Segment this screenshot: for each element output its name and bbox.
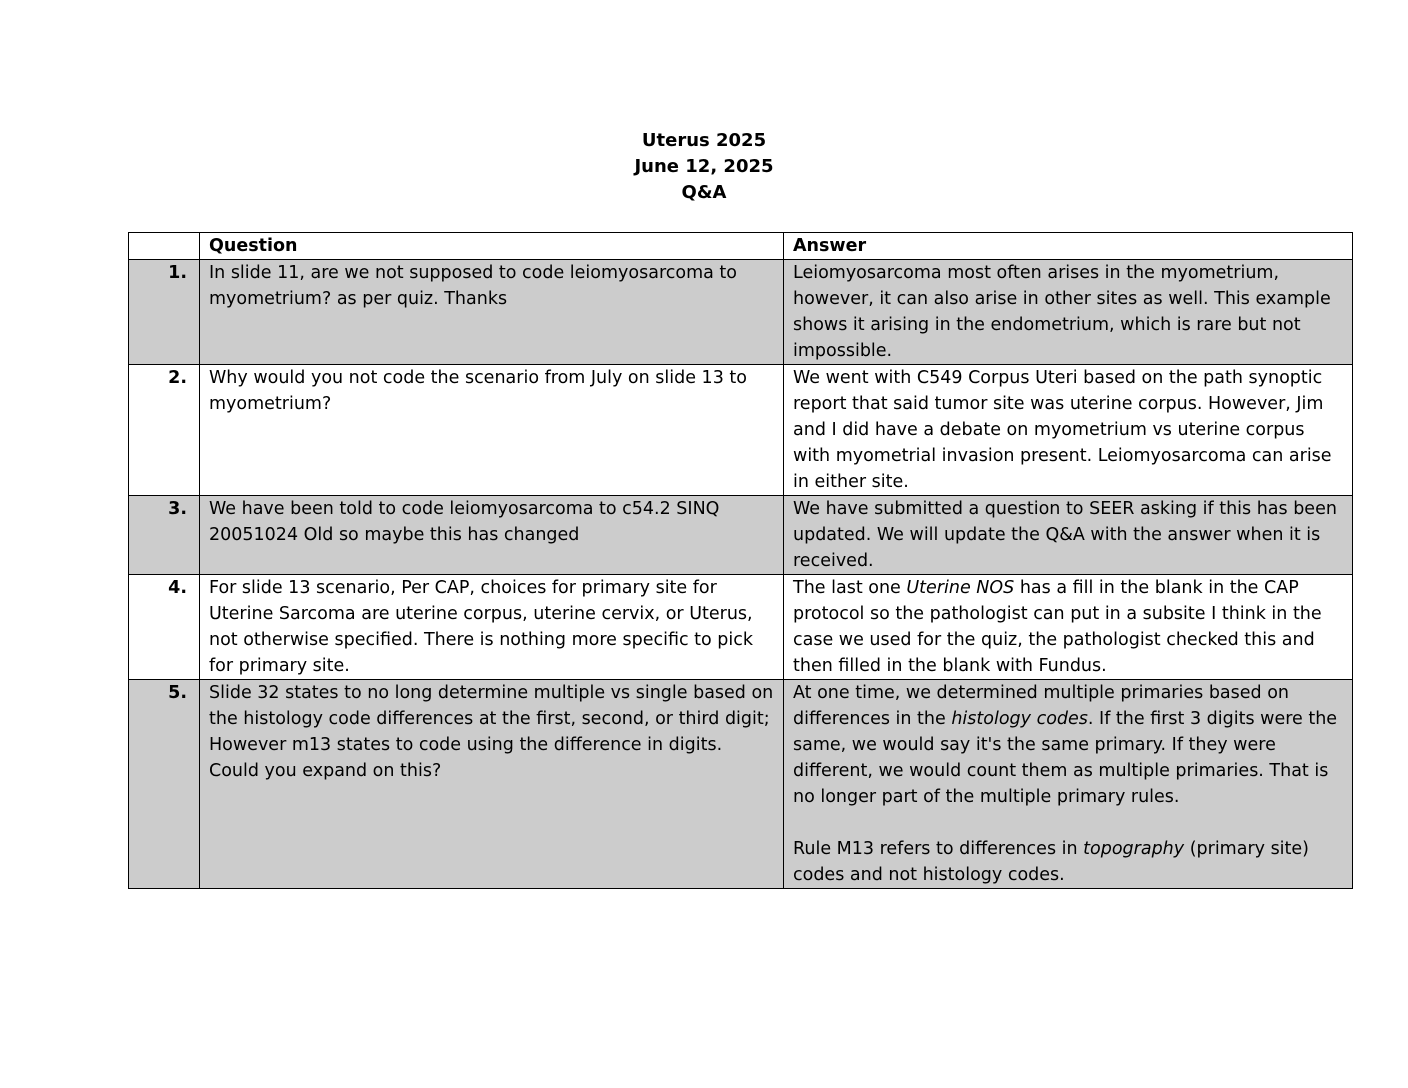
answer-paragraph — [793, 680, 1343, 810]
row-number: 1. — [129, 260, 200, 365]
table-row — [129, 260, 1353, 365]
answer-text: The last one — [793, 578, 907, 598]
question-cell: In slide 11, are we not supposed to code leiomyosarcoma to myometrium? as per quiz. Thanks — [200, 260, 784, 365]
table-row — [129, 496, 1353, 575]
answer-cell: Leiomyosarcoma most often arises in the myometrium, however, it can also arise in other sites as well. This example shows it arising in the endometrium, which is rare but not impossible. — [784, 260, 1353, 365]
answer-cell: We went with C549 Corpus Uteri based on the path synoptic report that said tumor site was uterine corpus. However, Jim and I did have a debate on myometrium vs uterine corpus with myometrial invasion present. Leiomyosarcoma can arise in either site. — [784, 365, 1353, 496]
answer-text: has a fill in the blank in the CAP protocol so the pathologist can put in a subsite I think in the case we used for the quiz, the pathologist checked this and then filled in the blank with Fundus. — [793, 578, 1322, 676]
question-cell: Why would you not code the scenario from July on slide 13 to myometrium? — [200, 365, 784, 496]
row-number: 2. — [129, 365, 200, 496]
table-row — [129, 575, 1353, 680]
document-header — [0, 128, 1408, 206]
table-header-row — [129, 233, 1353, 260]
document-title: Uterus 2025 — [641, 130, 767, 151]
row-number: 3. — [129, 496, 200, 575]
answer-emphasis: histology codes — [951, 709, 1088, 729]
question-column-header: Question — [200, 233, 784, 260]
row-number: 5. — [129, 680, 200, 889]
answer-text: . If the first 3 digits were the same, we would say it's the same primary. If they were different, we would count them as multiple primaries. That is no longer part of the multiple primary rules. — [793, 709, 1338, 807]
answer-cell: We have submitted a question to SEER asking if this has been updated. We will update the Q&A with the answer when it is received. — [784, 496, 1353, 575]
answer-text: At one time, we determined multiple primaries based on differences in the — [793, 683, 1289, 729]
answer-text: Rule M13 refers to differences in — [793, 839, 1084, 859]
answer-cell — [784, 680, 1353, 889]
qa-table — [128, 232, 1353, 889]
answer-text: (primary site) codes and not histology codes. — [793, 839, 1310, 885]
answer-column-header: Answer — [784, 233, 1353, 260]
question-cell: For slide 13 scenario, Per CAP, choices for primary site for Uterine Sarcoma are uterine corpus, uterine cervix, or Uterus, not otherwise specified. There is nothing more specific to pick for primary site. — [200, 575, 784, 680]
number-column-header — [129, 233, 200, 260]
question-cell: Slide 32 states to no long determine multiple vs single based on the histology code differences at the first, second, or third digit; However m13 states to code using the difference in digits. Could you expand on this? — [200, 680, 784, 889]
answer-emphasis: Uterine NOS — [906, 578, 1015, 598]
question-cell: We have been told to code leiomyosarcoma to c54.2 SINQ 20051024 Old so maybe this has changed — [200, 496, 784, 575]
table-row — [129, 365, 1353, 496]
document-subtitle: Q&A — [681, 182, 727, 203]
answer-emphasis: topography — [1083, 839, 1185, 859]
table-row — [129, 680, 1353, 889]
paragraph-spacer — [793, 810, 1343, 836]
answer-cell — [784, 575, 1353, 680]
answer-paragraph — [793, 836, 1343, 888]
document-date: June 12, 2025 — [634, 156, 774, 177]
row-number: 4. — [129, 575, 200, 680]
